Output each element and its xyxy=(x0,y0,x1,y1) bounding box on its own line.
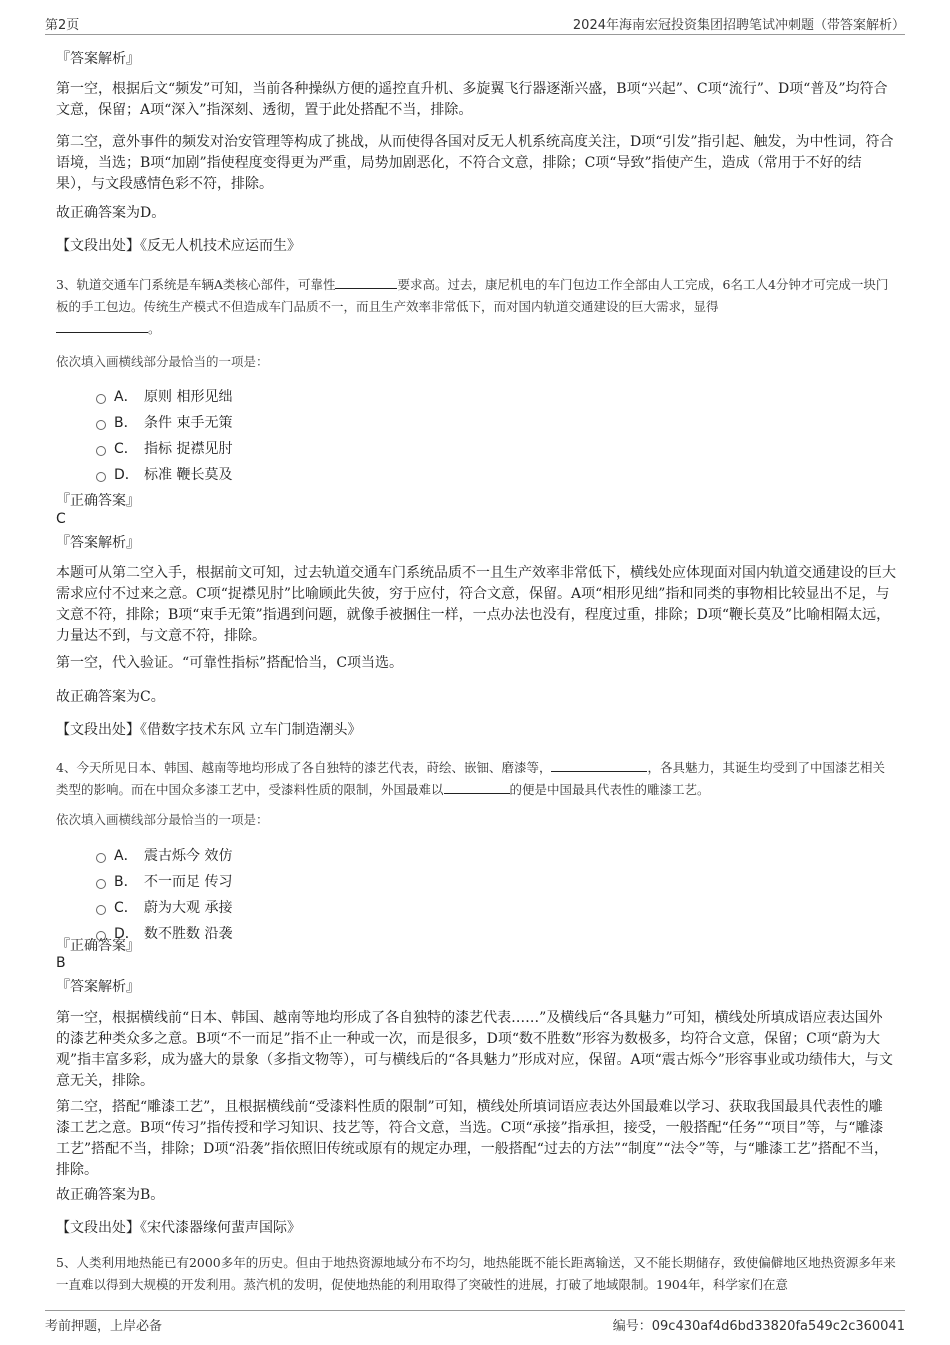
q3-stem-part1: 3、轨道交通车门系统是车辆A类核心部件，可靠性 xyxy=(56,277,336,292)
q4-option-a[interactable]: A． 震古烁今 效仿 xyxy=(96,845,232,865)
q4-stem-part2: ，各具魅力，其诞生均受到了中国漆艺相关类型的影响。而在中国众多漆工艺中，受漆料性质的限制，外国最难以 xyxy=(56,760,885,797)
page-footer xyxy=(45,1310,905,1333)
q4-blank-2 xyxy=(444,779,510,794)
page-header xyxy=(45,12,905,35)
q2-source: 【文段出处】《反无人机技术应运而生》 xyxy=(56,238,301,254)
footer-slogan: 考前押题，上岸必备 xyxy=(45,1319,163,1334)
q5-stem: 5、人类利用地热能已有2000多年的历史。但由于地热资源地域分布不均匀，地热能既不能长距离输送，又不能长期储存，致使偏僻地区地热资源多年来一直难以得到大规模的开发利用。蒸汽机的发明，促使地热能的利用取得了突破性的进展，打破了地域限制。1904年，科学家们在意 xyxy=(56,1255,896,1292)
document-title: 2024年海南宏冠投资集团招聘笔试冲刺题（带答案解析） xyxy=(572,18,905,33)
q4-answer: B xyxy=(56,955,66,971)
q3-option-d[interactable]: D． 标准 鞭长莫及 xyxy=(96,464,232,484)
q4-source: 【文段出处】《宋代漆器缘何蜚声国际》 xyxy=(56,1220,301,1236)
q3-option-b[interactable]: B． 条件 束手无策 xyxy=(96,412,232,432)
radio-icon[interactable] xyxy=(96,420,106,430)
q4-correct-title: 『正确答案』 xyxy=(56,938,140,954)
radio-icon[interactable] xyxy=(96,472,106,482)
q4-analysis-para1: 第一空，根据横线前“日本、韩国、越南等地均形成了各自独特的漆艺代表……”及横线后“各具魅力”可知，横线处所填成语应表达国外的漆艺种类众多之意。B项“不一而足”指不止一种或一次，而是很多，D项“数不胜数”形容为数极多，均符合文意，保留；C项“蔚为大观”指丰富多彩，成为盛大的景象（多指文物等），可与横线后的“各具魅力”形成对应，保留。A项“震古烁今”形容事业或功绩伟大，与文意无关，排除。 xyxy=(56,1010,893,1089)
q4-option-b[interactable]: B． 不一而足 传习 xyxy=(96,871,232,891)
radio-icon[interactable] xyxy=(96,853,106,863)
q4-instruction: 依次填入画横线部分最恰当的一项是： xyxy=(56,812,269,827)
footer-serial: 编号：09c430af4d6bd33820fa549c2c360041 xyxy=(612,1319,905,1334)
q3-option-a[interactable]: A． 原则 相形见绌 xyxy=(96,386,232,406)
q4-option-d[interactable]: D． 数不胜数 沿袭 xyxy=(96,923,232,943)
q3-option-c[interactable]: C． 指标 捉襟见肘 xyxy=(96,438,232,458)
q2-analysis-para2: 第二空，意外事件的频发对治安管理等构成了挑战，从而使得各国对反无人机系统高度关注，D项“引发”指引起、触发，为中性词，符合语境，当选；B项“加剧”指使程度变得更为严重，局势加剧恶化，不符合文意，排除；C项“导致”指使产生，造成（常用于不好的结果），与文段感情色彩不符，排除。 xyxy=(56,134,894,192)
q2-analysis-title: 『答案解析』 xyxy=(56,51,140,67)
q3-instruction: 依次填入画横线部分最恰当的一项是： xyxy=(56,354,269,369)
q4-conclusion: 故正确答案为B。 xyxy=(56,1187,165,1203)
q3-analysis-title: 『答案解析』 xyxy=(56,535,140,551)
q3-source: 【文段出处】《借数字技术东风 立车门制造潮头》 xyxy=(56,722,362,738)
q3-analysis-para1: 本题可从第二空入手，根据前文可知，过去轨道交通车门系统品质不一且生产效率非常低下，横线处应体现面对国内轨道交通建设的巨大需求应付不过来之意。C项“捉襟见肘”比喻顾此失彼，穷于应付，符合文意，保留。A项“相形见绌”指和同类的事物相比较显出不足，与文意不符，排除；B项“束手无策”指遇到问题，就像手被捆住一样，一点办法也没有，程度过重，排除；D项“鞭长莫及”比喻相隔太远，力量达不到，与文意不符，排除。 xyxy=(56,565,896,644)
page-number: 第2页 xyxy=(45,18,80,33)
radio-icon[interactable] xyxy=(96,905,106,915)
q4-analysis-title: 『答案解析』 xyxy=(56,979,140,995)
q3-stem-end: 。 xyxy=(148,321,161,336)
q4-stem-part3: 的便是中国最具代表性的雕漆工艺。 xyxy=(509,782,710,797)
q3-stem xyxy=(56,274,896,340)
q3-blank-1 xyxy=(335,274,397,289)
q4-stem xyxy=(56,757,896,801)
q4-option-c[interactable]: C． 蔚为大观 承接 xyxy=(96,897,232,917)
q3-answer: C xyxy=(56,511,66,527)
q3-conclusion: 故正确答案为C。 xyxy=(56,689,165,705)
q3-analysis-para2: 第一空，代入验证。“可靠性指标”搭配恰当，C项当选。 xyxy=(56,655,404,671)
q3-stem-part2: 要求高。过去，康尼机电的车门包边工作全部由人工完成，6名工人4分钟才可完成一块门板的手工包边。传统生产模式不但造成车门品质不一，而且生产效率非常低下，而对国内轨道交通建设的巨大需求，显得 xyxy=(56,277,889,314)
q4-blank-1 xyxy=(551,757,647,772)
q2-analysis-para1: 第一空，根据后文“频发”可知，当前各种操纵方便的遥控直升机、多旋翼飞行器逐渐兴盛，B项“兴起”、C项“流行”、D项“普及”均符合文意，保留；A项“深入”指深刻、透彻，置于此处搭配不当，排除。 xyxy=(56,81,888,118)
q4-stem-part1: 4、今天所见日本、韩国、越南等地均形成了各自独特的漆艺代表，莳绘、嵌钿、磨漆等， xyxy=(56,760,552,775)
q3-correct-title: 『正确答案』 xyxy=(56,493,140,509)
q4-analysis-para2: 第二空，搭配“雕漆工艺”，且根据横线前“受漆料性质的限制”可知，横线处所填词语应表达外国最难以学习、获取我国最具代表性的雕漆工艺之意。B项“传习”指传授和学习知识、技艺等，符合文意，当选。C项“承接”指承担，接受，一般搭配“任务”“项目”等，与“雕漆工艺”搭配不当，排除；D项“沿袭”指依照旧传统或原有的规定办理，一般搭配“过去的方法”“制度”“法令”等，与“雕漆工艺”搭配不当，排除。 xyxy=(56,1099,888,1178)
q3-blank-2 xyxy=(56,318,148,333)
radio-icon[interactable] xyxy=(96,446,106,456)
q2-conclusion: 故正确答案为D。 xyxy=(56,205,166,221)
radio-icon[interactable] xyxy=(96,879,106,889)
radio-icon[interactable] xyxy=(96,394,106,404)
